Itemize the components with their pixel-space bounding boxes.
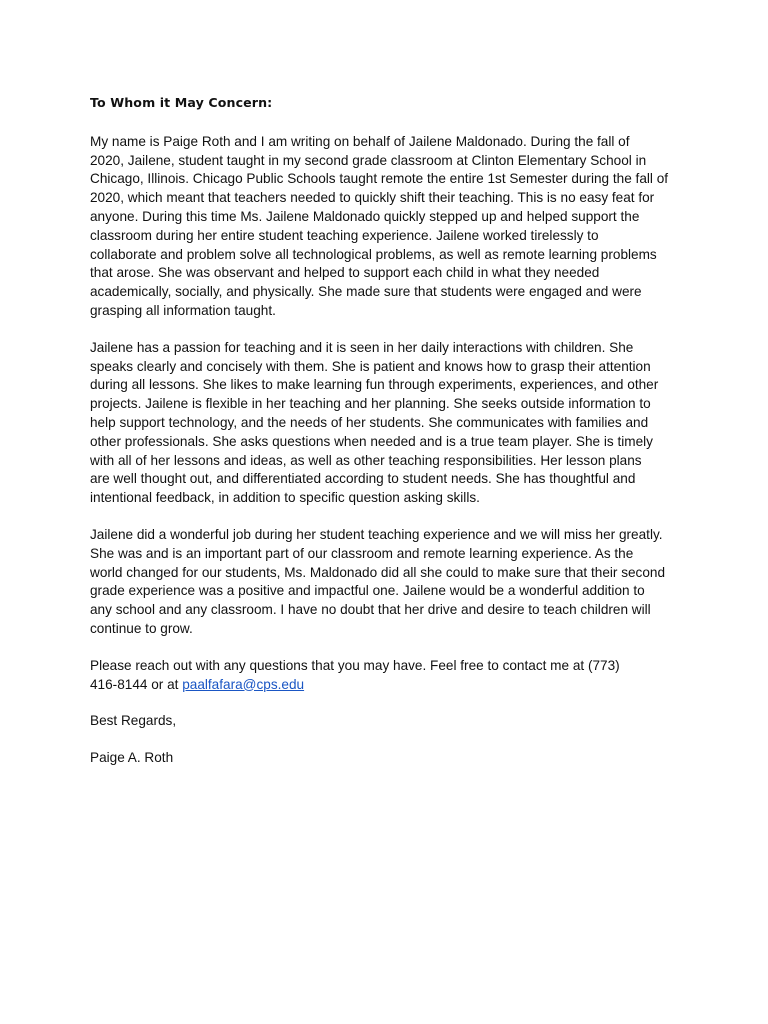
text-line: classroom during her entire student teaching experience. Jailene worked tirelessly to <box>90 227 599 243</box>
contact-line: Please reach out with any questions that you may have. Feel free to contact me at (773) <box>90 657 620 673</box>
text-line: continue to grow. <box>90 620 193 636</box>
text-line: She was and is an important part of our classroom and remote learning experience. As the <box>90 545 634 561</box>
text-line: other professionals. She asks questions when needed and is a true team player. She is timely <box>90 433 653 449</box>
email-link[interactable]: paalfafara@cps.edu <box>182 676 305 692</box>
text-line: My name is Paige Roth and I am writing on behalf of Jailene Maldonado. During the fall of <box>90 133 630 149</box>
text-line: speaks clearly and concisely with them. She is patient and knows how to grasp their attention <box>90 358 651 374</box>
paragraph-1 <box>90 133 690 321</box>
text-line: 2020, which meant that teachers needed to quickly shift their teaching. This is no easy feat for <box>90 190 655 206</box>
signature-name: Paige A. Roth <box>90 750 174 766</box>
text-line: Jailene has a passion for teaching and it is seen in her daily interactions with children. She <box>90 339 634 355</box>
text-line: help support technology, and the needs of her students. She communicates with families and <box>90 414 649 430</box>
text-line: academically, socially, and physically. She made sure that students were engaged and were <box>90 284 642 300</box>
contact-line <box>90 676 690 695</box>
salutation: To Whom it May Concern: <box>90 95 273 110</box>
text-line: are well thought out, and differentiated according to student needs. She has thoughtful and <box>90 471 636 487</box>
text-line: grade experience was a positive and impactful one. Jailene would be a wonderful addition to <box>90 583 645 599</box>
text-line: anyone. During this time Ms. Jailene Maldonado quickly stepped up and helped support the <box>90 208 640 224</box>
paragraph-3 <box>90 526 690 639</box>
text-line: during all lessons. She likes to make learning fun through experiments, experiences, and other <box>90 377 659 393</box>
text-line: world changed for our students, Ms. Maldonado did all she could to make sure that their second <box>90 564 666 580</box>
text-line: 2020, Jailene, student taught in my second grade classroom at Clinton Elementary School in <box>90 152 647 168</box>
text-line: projects. Jailene is flexible in her teaching and her planning. She seeks outside information to <box>90 396 651 412</box>
text-line: Chicago, Illinois. Chicago Public Schools taught remote the entire 1st Semester during the fall of <box>90 171 669 187</box>
text-line: intentional feedback, in addition to specific question asking skills. <box>90 490 480 506</box>
text-line: collaborate and problem solve all technological problems, as well as remote learning problems <box>90 246 657 262</box>
text-line: any school and any classroom. I have no doubt that her drive and desire to teach children will <box>90 602 651 618</box>
text-line: with all of her lessons and ideas, as well as other teaching responsibilities. Her lesson plans <box>90 452 642 468</box>
closing: Best Regards, <box>90 713 177 729</box>
text-line: that arose. She was observant and helped to support each child in what they needed <box>90 265 600 281</box>
contact-phone-text: 416-8144 or at <box>90 676 183 692</box>
letter-body <box>90 94 690 768</box>
text-line: Jailene did a wonderful job during her student teaching experience and we will miss her greatly. <box>90 526 663 542</box>
paragraph-2 <box>90 339 690 508</box>
contact-paragraph <box>90 657 690 695</box>
text-line: grasping all information taught. <box>90 302 276 318</box>
